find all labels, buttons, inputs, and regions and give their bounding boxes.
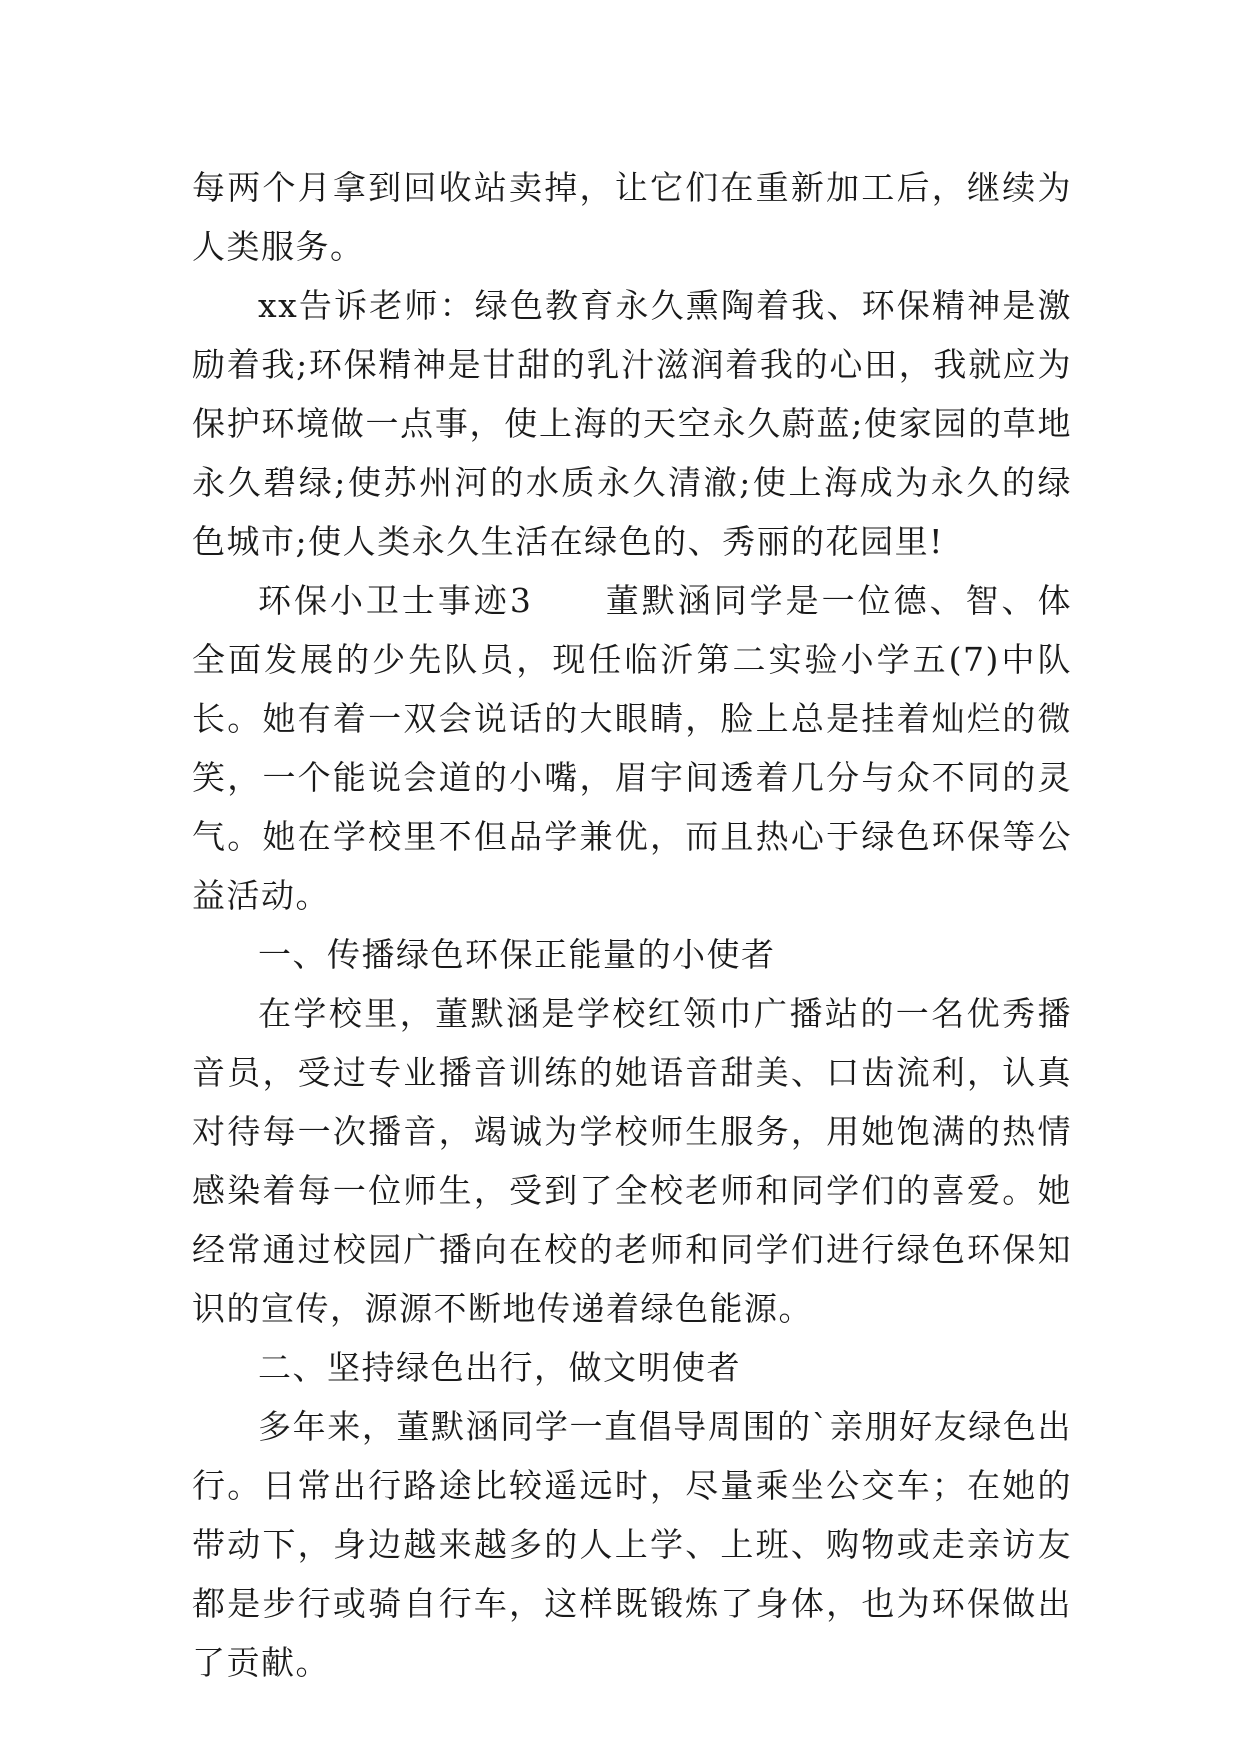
paragraph-deed-3-intro: 环保小卫士事迹3 董默涵同学是一位德、智、体全面发展的少先队员，现任临沂第二实验小学五(7)中队长。她有着一双会说话的大眼睛，脸上总是挂着灿烂的微笑，一个能说会道的小嘴，眉宇间透着几分与众不同的灵气。她在学校里不但品学兼优，而且热心于绿色环保等公益活动。	[192, 581, 1072, 915]
section-heading-1: 一、传播绿色环保正能量的小使者	[258, 935, 776, 974]
paragraph-broadcast-station: 在学校里，董默涵是学校红领巾广播站的一名优秀播音员，受过专业播音训练的她语音甜美、口齿流利，认真对待每一次播音，竭诚为学校师生服务，用她饱满的热情感染着每一位师生，受到了全校老师和同学们的喜爱。她经常通过校园广播向在校的老师和同学们进行绿色环保知识的宣传，源源不断地传递着绿色能源。	[192, 994, 1072, 1328]
paragraph-xx-tells-teacher: xx告诉老师：绿色教育永久熏陶着我、环保精神是激励着我;环保精神是甘甜的乳汁滋润着我的心田，我就应为保护环境做一点事，使上海的天空永久蔚蓝;使家园的草地永久碧绿;使苏州河的水质永久清澈;使上海成为永久的绿色城市;使人类永久生活在绿色的、秀丽的花园里!	[192, 286, 1072, 561]
document-body	[192, 158, 1072, 1692]
paragraph-recycling-continued: 每两个月拿到回收站卖掉，让它们在重新加工后，继续为人类服务。	[192, 168, 1072, 266]
section-heading-2: 二、坚持绿色出行，做文明使者	[258, 1348, 741, 1387]
paragraph-green-travel: 多年来，董默涵同学一直倡导周围的`亲朋好友绿色出行。日常出行路途比较遥远时，尽量乘坐公交车；在她的带动下，身边越来越多的人上学、上班、购物或走亲访友都是步行或骑自行车，这样既锻炼了身体，也为环保做出了贡献。	[192, 1407, 1072, 1682]
